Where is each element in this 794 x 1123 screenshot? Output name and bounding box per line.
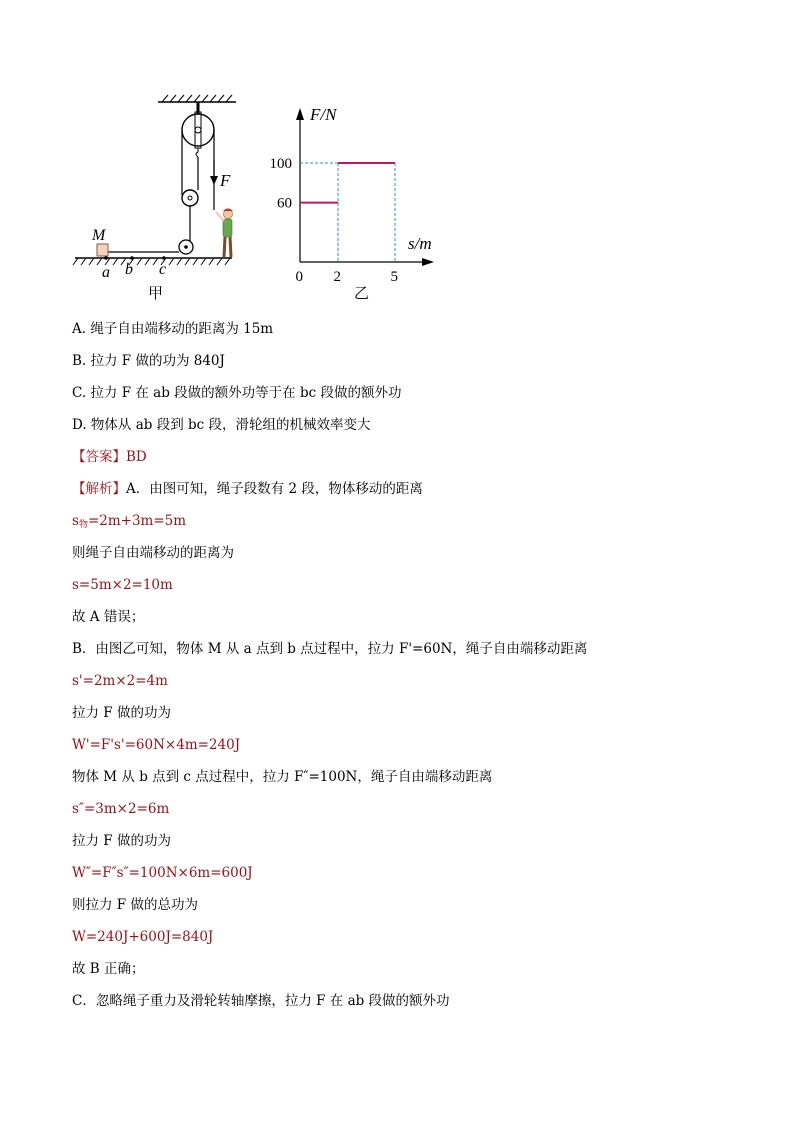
x-axis-label: s/m	[408, 234, 432, 253]
option-a: A. 绳子自由端移动的距离为 15m	[72, 321, 274, 337]
y-axis-label: F/N	[310, 105, 337, 124]
movable-pulley	[182, 190, 198, 206]
analysis-line-3: 则绳子自由端移动的距离为	[72, 545, 234, 561]
analysis-intro	[72, 473, 732, 505]
x-axis-arrow	[422, 258, 434, 266]
label-M: M	[92, 227, 106, 244]
y-axis-arrow	[296, 108, 304, 120]
option-b: B. 拉力 F 做的功为 840J	[72, 353, 225, 369]
analysis-line-10: 物体 M 从 b 点到 c 点过程中，拉力 F″=100N，绳子自由端移动距离	[72, 769, 493, 785]
block-M	[97, 244, 108, 256]
person-figure	[216, 209, 233, 258]
label-c: c	[159, 261, 167, 278]
content	[72, 313, 732, 1017]
analysis-line-12: 拉力 F 做的功为	[72, 833, 171, 849]
option-c: C. 拉力 F 在 ab 段做的额外功等于在 bc 段做的额外功	[72, 385, 402, 401]
label-b: b	[125, 261, 133, 278]
analysis-line-7: s'=2m×2=4m	[72, 673, 168, 689]
analysis-intro-text: A．由图可知，绳子段数有 2 段，物体移动的距离	[126, 481, 423, 497]
answer-tag: 【答案】	[72, 449, 126, 465]
analysis-line-16: 故 B 正确；	[72, 961, 145, 977]
formula-s-obj	[72, 505, 732, 537]
analysis-line-5: 故 A 错误；	[72, 609, 145, 625]
analysis-line-17: C．忽略绳子重力及滑轮转轴摩擦，拉力 F 在 ab 段做的额外功	[72, 993, 450, 1009]
analysis-line-11: s″=3m×2=6m	[72, 801, 170, 817]
analysis-tag: 【解析】	[72, 481, 126, 497]
caption-jia: 甲	[148, 286, 164, 302]
s-obj-subscript: 物	[78, 520, 88, 530]
label-a: a	[102, 264, 110, 281]
fixed-pulley	[182, 114, 214, 146]
analysis-line-15: W=240J+600J=840J	[72, 929, 214, 945]
x-tick-label-1: 2	[333, 269, 341, 285]
s-obj-symbol: s	[72, 513, 79, 529]
y-tick-label-0: 60	[277, 195, 292, 212]
physics-figure	[60, 90, 460, 305]
x-tick-label-0: 0	[295, 269, 303, 285]
option-d: D. 物体从 ab 段到 bc 段，滑轮组的机械效率变大	[72, 417, 371, 433]
analysis-line-9: W'=F's'=60N×4m=240J	[72, 737, 241, 753]
analysis-line-13: W″=F″s″=100N×6m=600J	[72, 865, 253, 881]
answer-line	[72, 441, 732, 473]
answer-value: BD	[126, 449, 147, 465]
analysis-line-4: s=5m×2=10m	[72, 577, 173, 593]
y-tick-label-1: 100	[269, 156, 292, 172]
analysis-line-8: 拉力 F 做的功为	[72, 705, 171, 721]
x-tick-label-2: 5	[390, 269, 398, 285]
label-F: F	[220, 171, 231, 190]
force-distance-graph	[270, 105, 435, 302]
analysis-line-14: 则拉力 F 做的总功为	[72, 897, 198, 913]
caption-yi: 乙	[354, 286, 370, 302]
s-obj-value: =2m+3m=5m	[87, 513, 187, 529]
pulley-diagram	[73, 95, 236, 302]
analysis-line-6: B．由图乙可知，物体 M 从 a 点到 b 点过程中，拉力 F'=60N，绳子自由端移动距离	[72, 641, 588, 657]
